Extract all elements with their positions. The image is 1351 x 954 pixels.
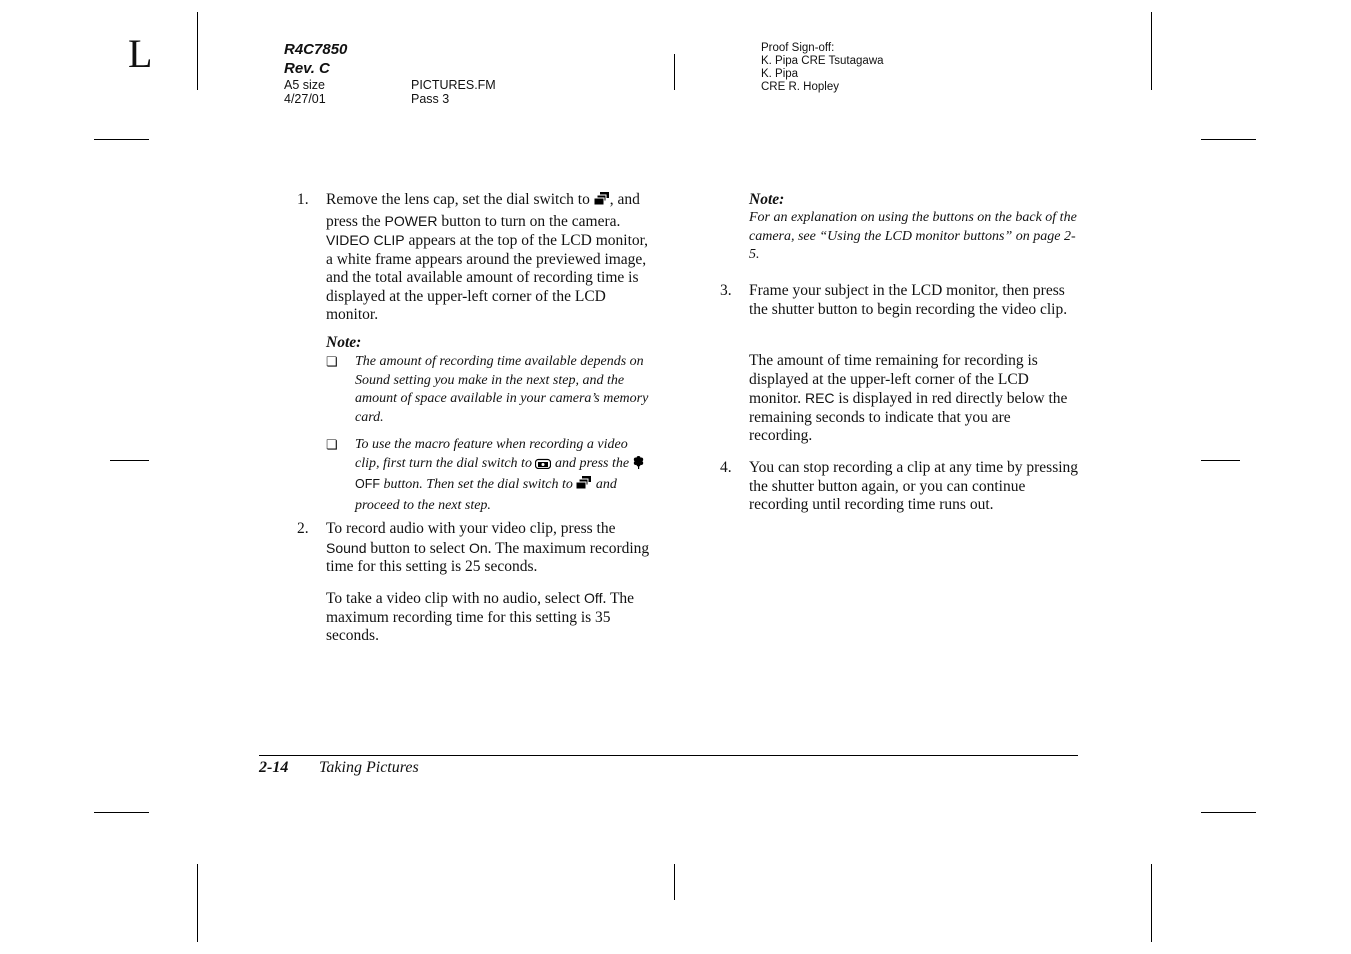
- macro-flower-icon: [633, 456, 644, 476]
- crop-mark: [1201, 460, 1240, 461]
- camera-mode-icon: [535, 457, 551, 476]
- note-title: Note:: [326, 334, 362, 351]
- step-1-text: Remove the lens cap, set the dial switch to , and press the POWER button to turn on the camera. VIDEO CLIP appears at the top of the LCD monitor, a white frame appears around the previewed image, and the total available amount of recording time is displayed at the upper-left corner of the LCD monitor.: [326, 191, 649, 323]
- crop-mark: [1201, 139, 1256, 140]
- crop-mark: [1151, 864, 1152, 942]
- footer-rule: [259, 755, 1078, 756]
- crop-mark: [674, 864, 675, 900]
- proof-line: CRE R. Hopley: [761, 81, 839, 93]
- corner-letter: L: [128, 31, 153, 76]
- section-title: Taking Pictures: [319, 759, 419, 776]
- crop-mark: [1201, 812, 1256, 813]
- pass-number: Pass 3: [411, 92, 450, 106]
- proof-line: K. Pipa: [761, 68, 799, 80]
- bullet-box-icon: ❏: [326, 354, 338, 369]
- note-text: For an explanation on using the buttons on the back of the camera, see “Using the LCD monitor buttons” on page 2-5.: [749, 210, 1077, 262]
- date: 4/27/01: [284, 92, 326, 106]
- page-size: A5 size: [284, 78, 325, 92]
- step-number: 1.: [297, 191, 309, 208]
- step-3-paragraph-2: The amount of time remaining for recording is displayed at the upper-left corner of the LCD monitor. REC is displayed in red directly below the remaining seconds to indicate that you are recording.: [749, 352, 1068, 444]
- crop-mark: [94, 139, 149, 140]
- crop-mark: [197, 864, 198, 942]
- note-title: Note:: [749, 191, 785, 208]
- note-bullet-1: The amount of recording time available depends on Sound setting you make in the next step, and the amount of space available in your camera’s memory card.: [355, 354, 649, 425]
- crop-mark: [94, 812, 149, 813]
- step-number: 2.: [297, 520, 309, 537]
- bullet-box-icon: ❏: [326, 437, 338, 452]
- revision: Rev. C: [284, 60, 330, 77]
- proof-signoff: [761, 42, 884, 94]
- page-number: 2-14: [259, 759, 289, 776]
- crop-mark: [674, 54, 675, 90]
- crop-mark: [1151, 12, 1152, 90]
- video-clip-mode-icon: [576, 476, 592, 497]
- proof-line: K. Pipa CRE Tsutagawa: [761, 55, 884, 67]
- step-number: 4.: [720, 459, 732, 476]
- off-label: OFF: [355, 477, 380, 491]
- proof-line: Proof Sign-off:: [761, 42, 835, 54]
- crop-mark: [110, 460, 149, 461]
- note-bullet-2: To use the macro feature when recording a video clip, first turn the dial switch to and press the OFF button. Then set the dial switch to and proceed to the next step.: [355, 436, 655, 515]
- video-clip-mode-icon: [594, 192, 610, 212]
- file-name: PICTURES.FM: [411, 78, 496, 92]
- step-number: 3.: [720, 282, 732, 299]
- step-2-paragraph-2: To take a video clip with no audio, select Off. The maximum recording time for this setting is 35 seconds.: [326, 590, 635, 644]
- crop-mark: [197, 12, 198, 90]
- step-3-text: Frame your subject in the LCD monitor, then press the shutter button to begin recording the video clip.: [749, 282, 1068, 318]
- document-id: R4C7850: [284, 41, 348, 58]
- step-4-text: You can stop recording a clip at any time by pressing the shutter button again, or you can continue recording until recording time runs out.: [749, 459, 1079, 513]
- step-2-text: To record audio with your video clip, press the Sound button to select On. The maximum recording time for this setting is 25 seconds.: [326, 520, 650, 575]
